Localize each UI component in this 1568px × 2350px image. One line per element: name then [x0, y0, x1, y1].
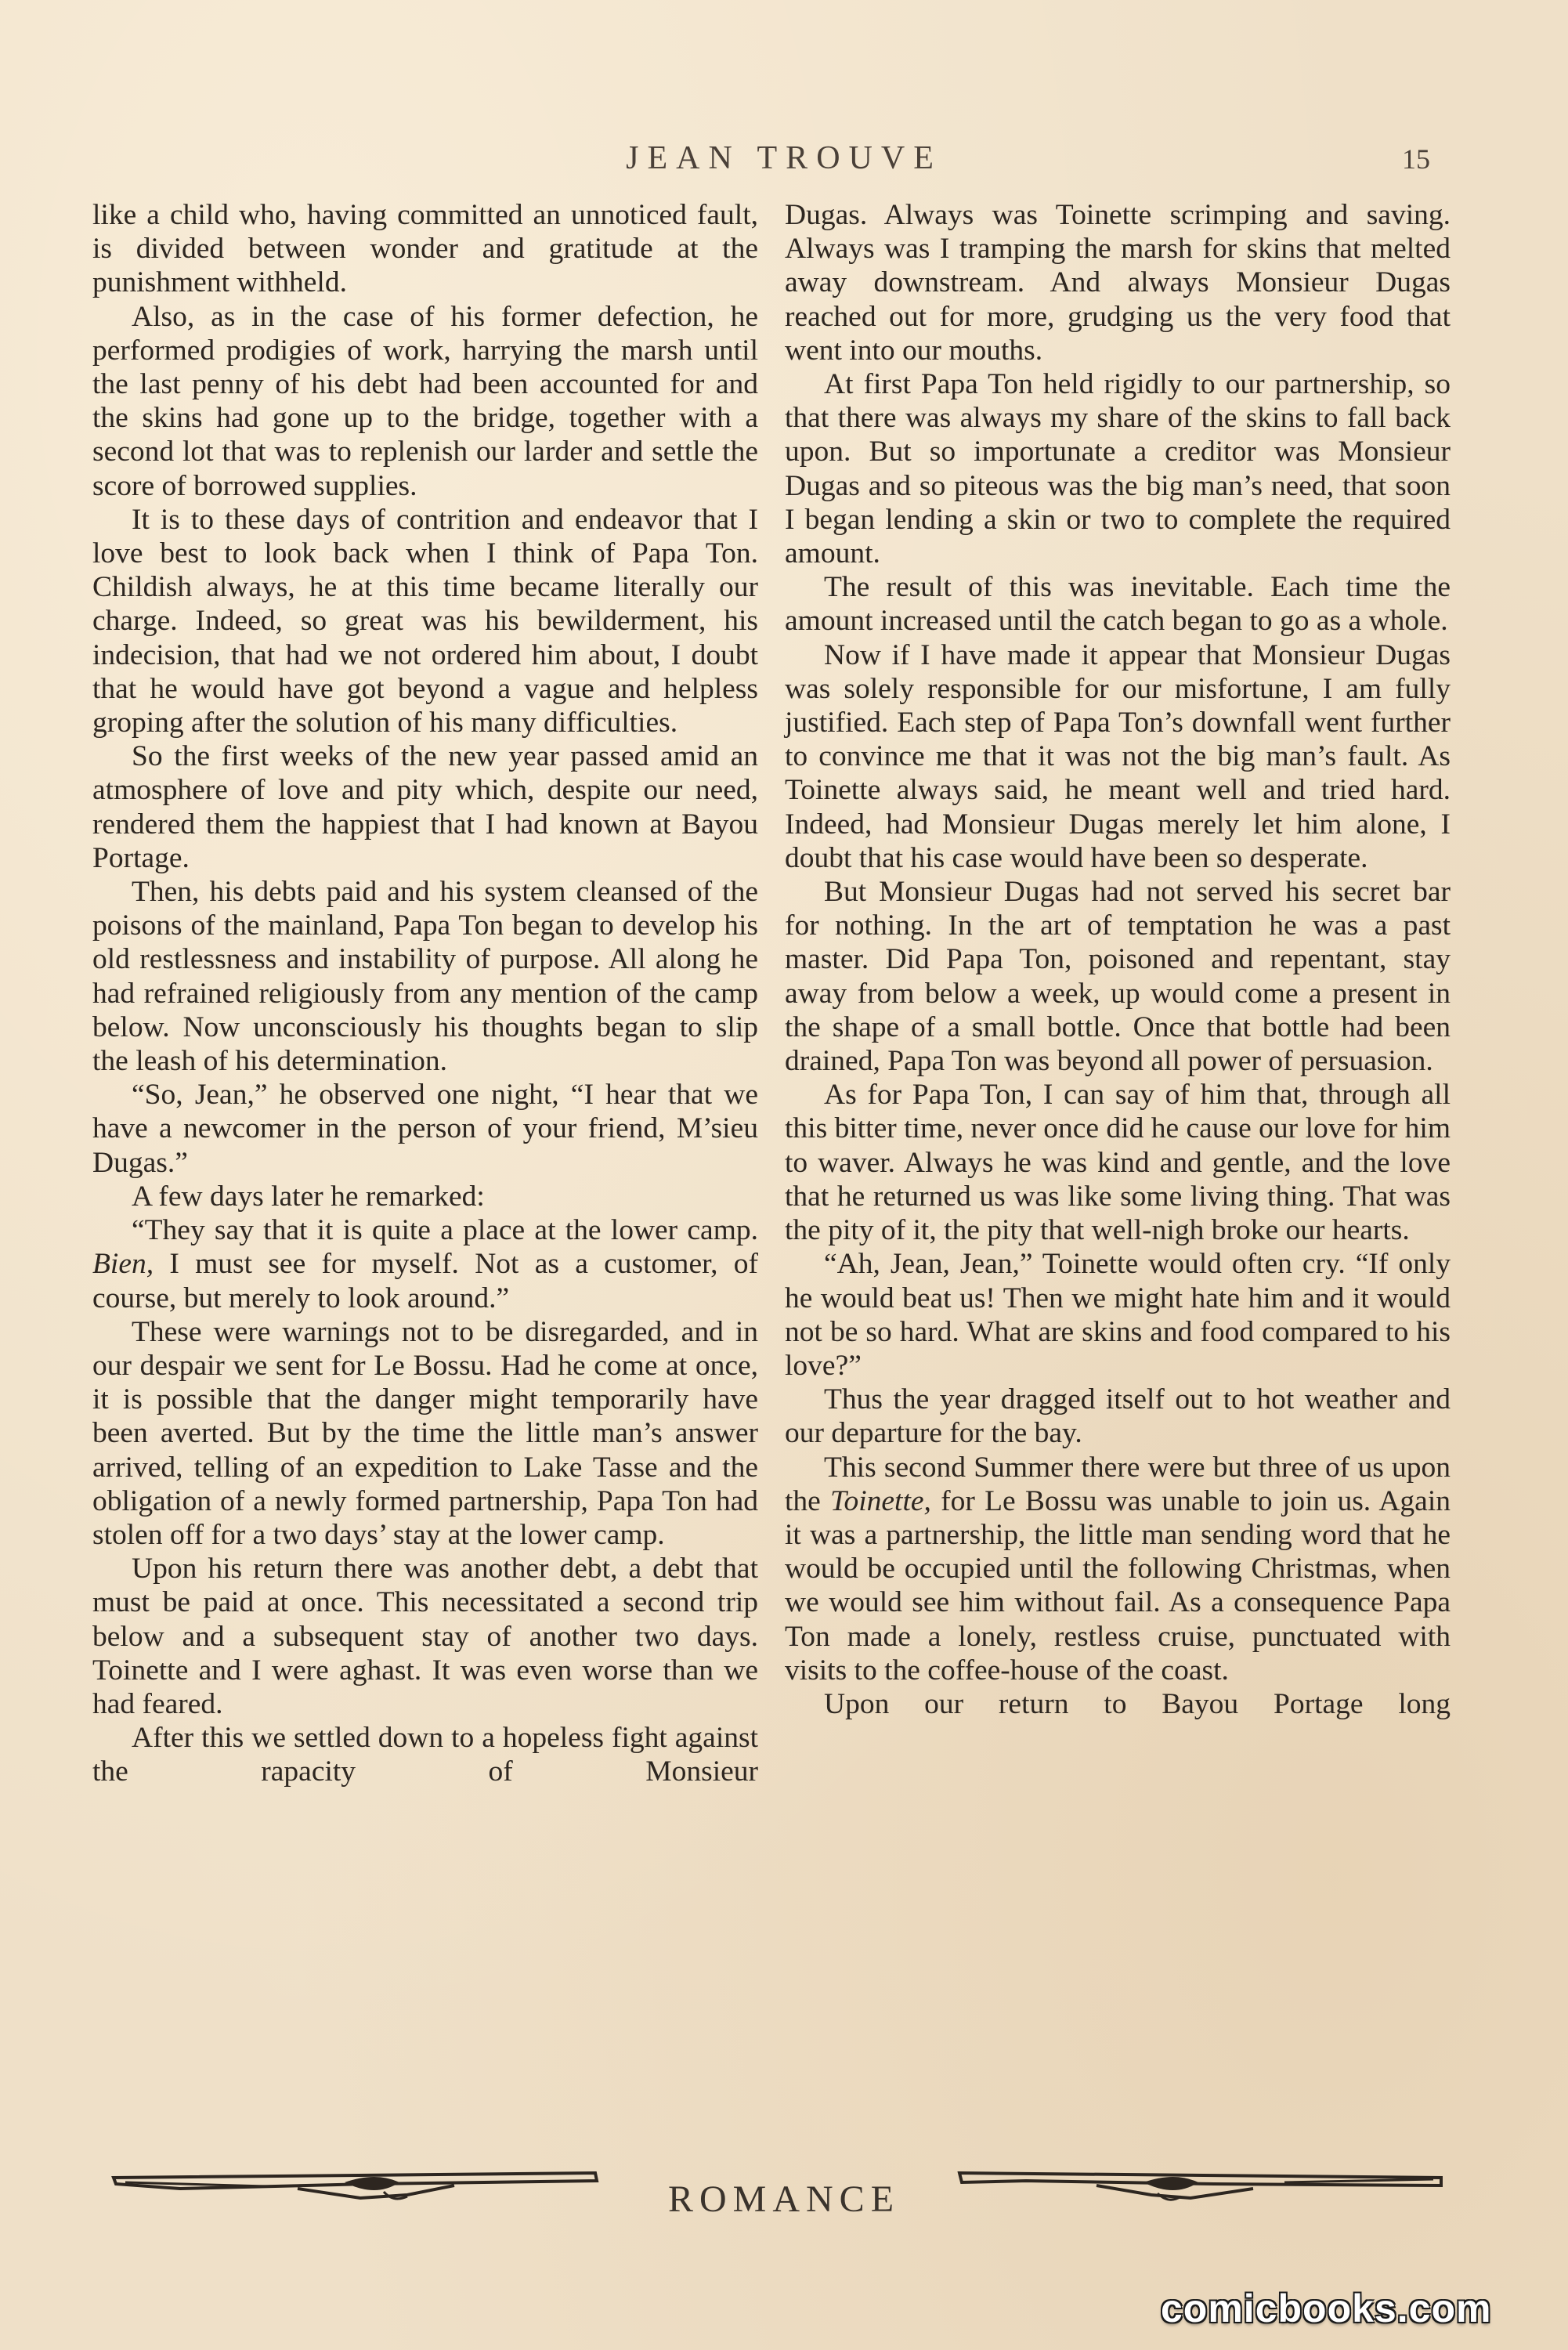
paragraph: like a child who, having committed an unnoticed fault, is divided between wonder and gratitude at the punishment withheld.: [92, 199, 758, 299]
paragraph: [785, 1451, 1451, 1687]
paragraph: But Monsieur Dugas had not served his secret bar for nothing. In the art of temptation he was a past master. Did Papa Ton, poisoned and repentant, stay away from below a week, up would come a present in the shape of a small bottle. Once that bottle had been drained, Papa Ton was beyond all power of persuasion.: [785, 876, 1451, 1078]
page-number: 15: [1402, 143, 1430, 175]
paragraph: Thus the year dragged itself out to hot weather and our departure for the bay.: [785, 1383, 1451, 1450]
paragraph: Then, his debts paid and his system cleansed of the poisons of the mainland, Papa Ton began to develop his old restlessness and instability of purpose. All along he had refrained religiously from any mention of the camp below. Now unconsciously his thoughts began to slip the leash of his determination.: [92, 876, 758, 1078]
paragraph: “So, Jean,” he observed one night, “I hear that we have a newcomer in the person of your friend, M’sieu Dugas.”: [92, 1079, 758, 1179]
paragraph: Upon his return there was another debt, a debt that must be paid at once. This necessitated a second trip below and a subsequent stay of another two days. Toinette and I were aghast. It was even worse than we had feared.: [92, 1553, 758, 1720]
paragraph: After this we settled down to a hopeless fight against the rapacity of Monsieur: [92, 1722, 758, 1788]
biplane-ornament-right: [956, 2160, 1457, 2207]
magazine-title: ROMANCE: [667, 2178, 901, 2220]
paragraph: Dugas. Always was Toinette scrimping and saving. Always was I tramping the marsh for skins that melted away downstream. And always Monsieur Dugas reached out for more, grudging us the very food that went into our mouths.: [785, 199, 1451, 367]
paragraph: These were warnings not to be disregarded, and in our despair we sent for Le Bossu. Had he come at once, it is possible that the danger might temporarily have been averted. But by the time the little man’s answer arrived, telling of an expedition to Lake Tasse and the obligation of a newly formed partnership, Papa Ton had stolen off for a two days’ stay at the lower camp.: [92, 1315, 758, 1551]
paragraph-text: I must see for myself. Not as a customer, of course, but merely to look around.”: [92, 1248, 758, 1314]
paragraph: As for Papa Ton, I can say of him that, through all this bitter time, never once did he cause our love for him to waver. Always he was kind and gentle, and the love that he returned us was like some living thing. That was the pity of it, the pity that well-nigh broke our hearts.: [785, 1079, 1451, 1247]
watermark: comicbooks.com: [1161, 2287, 1492, 2330]
paragraph: Upon our return to Bayou Portage long: [824, 1687, 1451, 1720]
paragraph: The result of this was inevitable. Each time the amount increased until the catch began to go as a whole.: [785, 571, 1451, 638]
paragraph: At first Papa Ton held rigidly to our partnership, so that there was always my share of the skins to fall back upon. But so importunate a creditor was Monsieur Dugas and so piteous was the big man’s need, that soon I began lending a skin or two to complete the required amount.: [785, 368, 1451, 570]
paragraph: So the first weeks of the new year passed amid an atmosphere of love and pity which, despite our need, rendered them the happiest that I had known at Bayou Portage.: [92, 740, 758, 874]
running-head: JEAN TROUVE: [626, 140, 942, 176]
footer: [0, 2160, 1568, 2231]
right-column: [785, 198, 1451, 1721]
italic-word: Toinette,: [830, 1484, 931, 1517]
paragraph-text: “They say that it is quite a place at the lower camp.: [132, 1214, 758, 1247]
paragraph: It is to these days of contrition and endeavor that I love best to look back when I think of Papa Ton. Childish always, he at this time became literally our charge. Indeed, so great was his bewilderment, his indecision, that had we not ordered him about, I doubt that he would have got beyond a vague and helpless groping after the solution of his many difficulties.: [92, 503, 758, 739]
left-column: [92, 198, 758, 1789]
paragraph: Now if I have made it appear that Monsieur Dugas was solely responsible for our misfortune, I am fully justified. Each step of Papa Ton’s downfall went further to convince me that it was not the big man’s fault. As Toinette always said, he meant well and tried hard. Indeed, had Monsieur Dugas merely let him alone, I doubt that his case would have been so desperate.: [785, 638, 1451, 874]
paragraph-text: for Le Bossu was unable to join us. Again it was a partnership, the little man sending word that he would be occupied until the following Christmas, when we would see him without fail. As a consequence Papa Ton made a lonely, restless cruise, punctuated with visits to the coffee-house of the coast.: [785, 1484, 1451, 1687]
paragraph-text: This second Summer there were but three of us upon the: [785, 1451, 1451, 1517]
paragraph: A few days later he remarked:: [132, 1180, 485, 1213]
paragraph: [92, 1213, 758, 1315]
paragraph: Also, as in the case of his former defection, he performed prodigies of work, harrying the marsh until the last penny of his debt had been accounted for and the skins had gone up to the bridge, together with a second lot that was to replenish our larder and settle the score of borrowed supplies.: [92, 300, 758, 502]
paragraph: “Ah, Jean, Jean,” Toinette would often cry. “If only he would beat us! Then we might hate him and it would not be so hard. What are skins and food compared to his love?”: [785, 1248, 1451, 1382]
italic-word: Bien,: [92, 1248, 154, 1281]
